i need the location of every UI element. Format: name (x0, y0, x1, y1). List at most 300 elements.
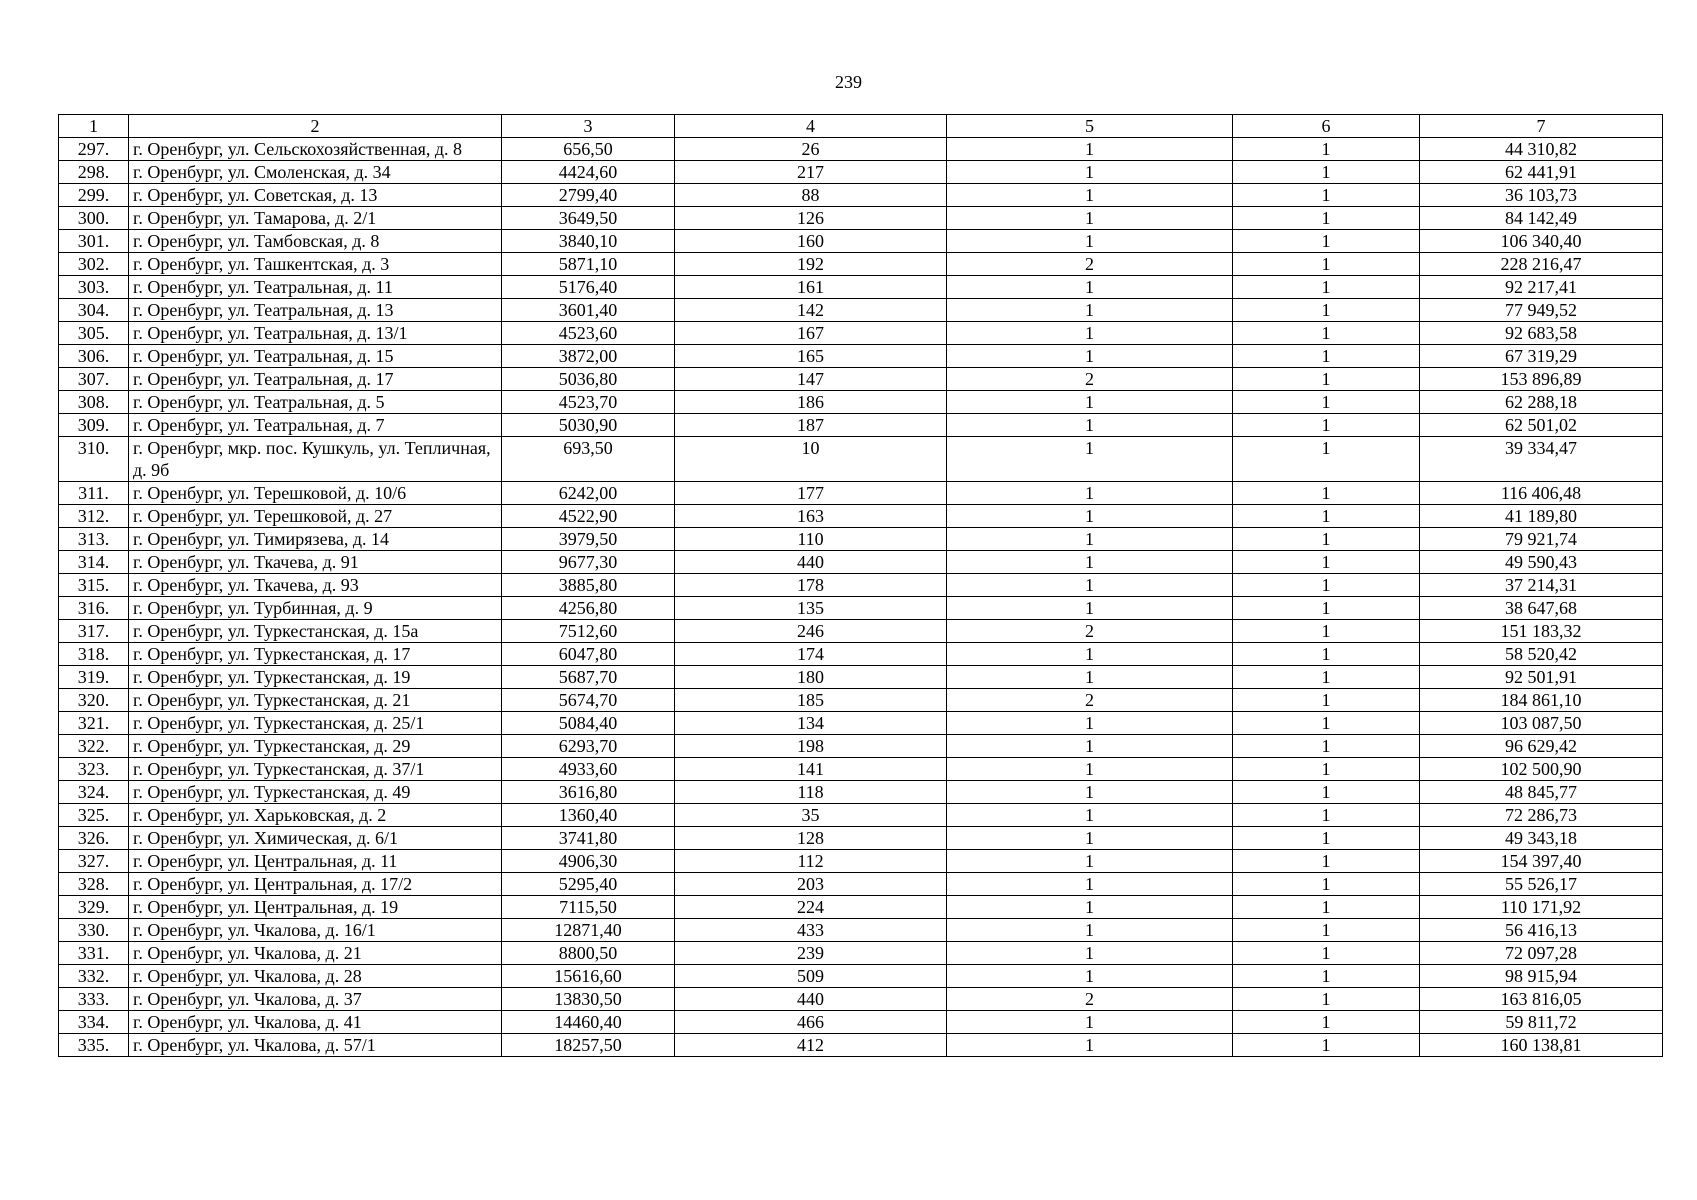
column-6-cell: 1 (1233, 620, 1420, 643)
area-cell: 14460,40 (502, 1011, 675, 1034)
row-number-cell: 307. (59, 368, 129, 391)
column-5-cell: 1 (947, 207, 1233, 230)
amount-cell: 49 590,43 (1420, 551, 1663, 574)
address-cell: г. Оренбург, ул. Сельскохозяйственная, д. 8 (129, 138, 502, 161)
area-cell: 5036,80 (502, 368, 675, 391)
column-5-cell: 2 (947, 253, 1233, 276)
area-cell: 5674,70 (502, 689, 675, 712)
column-header: 2 (129, 115, 502, 138)
count-cell: 440 (675, 988, 947, 1011)
column-5-cell: 1 (947, 482, 1233, 505)
column-6-cell: 1 (1233, 368, 1420, 391)
row-number-cell: 304. (59, 299, 129, 322)
row-number-cell: 301. (59, 230, 129, 253)
area-cell: 4523,60 (502, 322, 675, 345)
row-number-cell: 305. (59, 322, 129, 345)
column-6-cell: 1 (1233, 161, 1420, 184)
column-5-cell: 1 (947, 574, 1233, 597)
address-cell: г. Оренбург, ул. Театральная, д. 17 (129, 368, 502, 391)
column-5-cell: 1 (947, 597, 1233, 620)
count-cell: 412 (675, 1034, 947, 1057)
amount-cell: 96 629,42 (1420, 735, 1663, 758)
column-6-cell: 1 (1233, 230, 1420, 253)
column-5-cell: 2 (947, 689, 1233, 712)
address-cell: г. Оренбург, мкр. пос. Кушкуль, ул. Тепличная, д. 9б (129, 437, 502, 482)
column-5-cell: 1 (947, 735, 1233, 758)
column-6-cell: 1 (1233, 253, 1420, 276)
column-5-cell: 1 (947, 666, 1233, 689)
address-cell: г. Оренбург, ул. Чкалова, д. 37 (129, 988, 502, 1011)
row-number-cell: 331. (59, 942, 129, 965)
area-cell: 3616,80 (502, 781, 675, 804)
area-cell: 5687,70 (502, 666, 675, 689)
area-cell: 7115,50 (502, 896, 675, 919)
row-number-cell: 314. (59, 551, 129, 574)
amount-cell: 62 441,91 (1420, 161, 1663, 184)
table-row (59, 620, 1663, 643)
table-row (59, 1034, 1663, 1057)
column-6-cell: 1 (1233, 138, 1420, 161)
amount-cell: 77 949,52 (1420, 299, 1663, 322)
table-row (59, 643, 1663, 666)
count-cell: 180 (675, 666, 947, 689)
table-row (59, 391, 1663, 414)
column-6-cell: 1 (1233, 276, 1420, 299)
table-row (59, 942, 1663, 965)
column-5-cell: 1 (947, 299, 1233, 322)
column-6-cell: 1 (1233, 184, 1420, 207)
amount-cell: 39 334,47 (1420, 437, 1663, 482)
column-5-cell: 1 (947, 505, 1233, 528)
row-number-cell: 318. (59, 643, 129, 666)
column-6-cell: 1 (1233, 207, 1420, 230)
column-6-cell: 1 (1233, 551, 1420, 574)
amount-cell: 59 811,72 (1420, 1011, 1663, 1034)
column-header: 7 (1420, 115, 1663, 138)
area-cell: 4424,60 (502, 161, 675, 184)
amount-cell: 67 319,29 (1420, 345, 1663, 368)
amount-cell: 41 189,80 (1420, 505, 1663, 528)
column-6-cell: 1 (1233, 299, 1420, 322)
column-6-cell: 1 (1233, 322, 1420, 345)
amount-cell: 92 501,91 (1420, 666, 1663, 689)
area-cell: 3872,00 (502, 345, 675, 368)
amount-cell: 153 896,89 (1420, 368, 1663, 391)
count-cell: 246 (675, 620, 947, 643)
amount-cell: 184 861,10 (1420, 689, 1663, 712)
amount-cell: 84 142,49 (1420, 207, 1663, 230)
column-5-cell: 2 (947, 620, 1233, 643)
count-cell: 466 (675, 1011, 947, 1034)
count-cell: 10 (675, 437, 947, 482)
table-row (59, 804, 1663, 827)
column-5-cell: 1 (947, 758, 1233, 781)
count-cell: 167 (675, 322, 947, 345)
column-6-cell: 1 (1233, 827, 1420, 850)
table-row (59, 551, 1663, 574)
column-6-cell: 1 (1233, 965, 1420, 988)
area-cell: 693,50 (502, 437, 675, 482)
row-number-cell: 328. (59, 873, 129, 896)
table-row (59, 896, 1663, 919)
area-cell: 4523,70 (502, 391, 675, 414)
column-5-cell: 1 (947, 437, 1233, 482)
table-row (59, 207, 1663, 230)
column-5-cell: 1 (947, 896, 1233, 919)
row-number-cell: 326. (59, 827, 129, 850)
column-5-cell: 1 (947, 161, 1233, 184)
row-number-cell: 324. (59, 781, 129, 804)
amount-cell: 92 217,41 (1420, 276, 1663, 299)
table-row (59, 138, 1663, 161)
address-cell: г. Оренбург, ул. Терешковой, д. 10/6 (129, 482, 502, 505)
row-number-cell: 309. (59, 414, 129, 437)
table-row (59, 1011, 1663, 1034)
count-cell: 147 (675, 368, 947, 391)
row-number-cell: 312. (59, 505, 129, 528)
amount-cell: 160 138,81 (1420, 1034, 1663, 1057)
table-row (59, 368, 1663, 391)
address-cell: г. Оренбург, ул. Центральная, д. 11 (129, 850, 502, 873)
address-cell: г. Оренбург, ул. Туркестанская, д. 49 (129, 781, 502, 804)
row-number-cell: 311. (59, 482, 129, 505)
amount-cell: 36 103,73 (1420, 184, 1663, 207)
column-header: 4 (675, 115, 947, 138)
count-cell: 110 (675, 528, 947, 551)
amount-cell: 116 406,48 (1420, 482, 1663, 505)
row-number-cell: 335. (59, 1034, 129, 1057)
amount-cell: 163 816,05 (1420, 988, 1663, 1011)
area-cell: 3601,40 (502, 299, 675, 322)
address-cell: г. Оренбург, ул. Театральная, д. 7 (129, 414, 502, 437)
column-6-cell: 1 (1233, 850, 1420, 873)
table-row (59, 666, 1663, 689)
count-cell: 35 (675, 804, 947, 827)
table-row (59, 345, 1663, 368)
amount-cell: 228 216,47 (1420, 253, 1663, 276)
amount-cell: 58 520,42 (1420, 643, 1663, 666)
table-row (59, 230, 1663, 253)
row-number-cell: 332. (59, 965, 129, 988)
address-cell: г. Оренбург, ул. Чкалова, д. 41 (129, 1011, 502, 1034)
column-6-cell: 1 (1233, 1034, 1420, 1057)
area-cell: 3840,10 (502, 230, 675, 253)
amount-cell: 103 087,50 (1420, 712, 1663, 735)
address-cell: г. Оренбург, ул. Туркестанская, д. 21 (129, 689, 502, 712)
count-cell: 134 (675, 712, 947, 735)
table-row (59, 322, 1663, 345)
area-cell: 5295,40 (502, 873, 675, 896)
count-cell: 187 (675, 414, 947, 437)
amount-cell: 106 340,40 (1420, 230, 1663, 253)
row-number-cell: 333. (59, 988, 129, 1011)
column-6-cell: 1 (1233, 873, 1420, 896)
column-6-cell: 1 (1233, 919, 1420, 942)
count-cell: 198 (675, 735, 947, 758)
address-cell: г. Оренбург, ул. Тамбовская, д. 8 (129, 230, 502, 253)
column-5-cell: 1 (947, 138, 1233, 161)
column-5-cell: 2 (947, 368, 1233, 391)
count-cell: 178 (675, 574, 947, 597)
table-row (59, 781, 1663, 804)
column-5-cell: 1 (947, 873, 1233, 896)
row-number-cell: 330. (59, 919, 129, 942)
row-number-cell: 298. (59, 161, 129, 184)
column-6-cell: 1 (1233, 896, 1420, 919)
table-row (59, 482, 1663, 505)
row-number-cell: 334. (59, 1011, 129, 1034)
column-6-cell: 1 (1233, 988, 1420, 1011)
table-row (59, 437, 1663, 482)
area-cell: 15616,60 (502, 965, 675, 988)
row-number-cell: 315. (59, 574, 129, 597)
column-6-cell: 1 (1233, 689, 1420, 712)
row-number-cell: 310. (59, 437, 129, 482)
address-cell: г. Оренбург, ул. Театральная, д. 15 (129, 345, 502, 368)
address-cell: г. Оренбург, ул. Театральная, д. 5 (129, 391, 502, 414)
column-5-cell: 1 (947, 919, 1233, 942)
address-cell: г. Оренбург, ул. Ткачева, д. 91 (129, 551, 502, 574)
column-6-cell: 1 (1233, 804, 1420, 827)
table-row (59, 689, 1663, 712)
column-5-cell: 1 (947, 276, 1233, 299)
row-number-cell: 325. (59, 804, 129, 827)
table-row (59, 253, 1663, 276)
amount-cell: 37 214,31 (1420, 574, 1663, 597)
count-cell: 163 (675, 505, 947, 528)
column-6-cell: 1 (1233, 391, 1420, 414)
amount-cell: 44 310,82 (1420, 138, 1663, 161)
registry-table (58, 114, 1663, 1057)
count-cell: 142 (675, 299, 947, 322)
address-cell: г. Оренбург, ул. Ткачева, д. 93 (129, 574, 502, 597)
area-cell: 2799,40 (502, 184, 675, 207)
row-number-cell: 319. (59, 666, 129, 689)
area-cell: 5176,40 (502, 276, 675, 299)
column-5-cell: 1 (947, 414, 1233, 437)
column-header: 1 (59, 115, 129, 138)
area-cell: 13830,50 (502, 988, 675, 1011)
row-number-cell: 317. (59, 620, 129, 643)
amount-cell: 79 921,74 (1420, 528, 1663, 551)
count-cell: 217 (675, 161, 947, 184)
address-cell: г. Оренбург, ул. Туркестанская, д. 29 (129, 735, 502, 758)
count-cell: 160 (675, 230, 947, 253)
page-number: 239 (835, 72, 862, 92)
area-cell: 656,50 (502, 138, 675, 161)
amount-cell: 62 501,02 (1420, 414, 1663, 437)
address-cell: г. Оренбург, ул. Харьковская, д. 2 (129, 804, 502, 827)
column-5-cell: 1 (947, 391, 1233, 414)
area-cell: 4933,60 (502, 758, 675, 781)
area-cell: 4906,30 (502, 850, 675, 873)
address-cell: г. Оренбург, ул. Терешковой, д. 27 (129, 505, 502, 528)
column-6-cell: 1 (1233, 437, 1420, 482)
column-6-cell: 1 (1233, 1011, 1420, 1034)
count-cell: 118 (675, 781, 947, 804)
amount-cell: 98 915,94 (1420, 965, 1663, 988)
column-5-cell: 1 (947, 942, 1233, 965)
count-cell: 88 (675, 184, 947, 207)
row-number-cell: 322. (59, 735, 129, 758)
area-cell: 6047,80 (502, 643, 675, 666)
count-cell: 186 (675, 391, 947, 414)
column-6-cell: 1 (1233, 482, 1420, 505)
column-5-cell: 1 (947, 827, 1233, 850)
area-cell: 3649,50 (502, 207, 675, 230)
column-6-cell: 1 (1233, 345, 1420, 368)
column-5-cell: 2 (947, 988, 1233, 1011)
count-cell: 177 (675, 482, 947, 505)
table-row (59, 528, 1663, 551)
count-cell: 135 (675, 597, 947, 620)
column-5-cell: 1 (947, 804, 1233, 827)
address-cell: г. Оренбург, ул. Туркестанская, д. 19 (129, 666, 502, 689)
area-cell: 5030,90 (502, 414, 675, 437)
area-cell: 6242,00 (502, 482, 675, 505)
column-5-cell: 1 (947, 850, 1233, 873)
column-6-cell: 1 (1233, 758, 1420, 781)
table-row (59, 919, 1663, 942)
column-5-cell: 1 (947, 551, 1233, 574)
table-row (59, 988, 1663, 1011)
amount-cell: 102 500,90 (1420, 758, 1663, 781)
row-number-cell: 303. (59, 276, 129, 299)
count-cell: 161 (675, 276, 947, 299)
amount-cell: 55 526,17 (1420, 873, 1663, 896)
column-5-cell: 1 (947, 643, 1233, 666)
address-cell: г. Оренбург, ул. Чкалова, д. 16/1 (129, 919, 502, 942)
column-6-cell: 1 (1233, 505, 1420, 528)
area-cell: 3979,50 (502, 528, 675, 551)
amount-cell: 154 397,40 (1420, 850, 1663, 873)
row-number-cell: 316. (59, 597, 129, 620)
amount-cell: 49 343,18 (1420, 827, 1663, 850)
address-cell: г. Оренбург, ул. Чкалова, д. 28 (129, 965, 502, 988)
row-number-cell: 320. (59, 689, 129, 712)
row-number-cell: 297. (59, 138, 129, 161)
row-number-cell: 302. (59, 253, 129, 276)
table-row (59, 184, 1663, 207)
column-6-cell: 1 (1233, 597, 1420, 620)
amount-cell: 151 183,32 (1420, 620, 1663, 643)
area-cell: 5084,40 (502, 712, 675, 735)
count-cell: 112 (675, 850, 947, 873)
table-row (59, 873, 1663, 896)
row-number-cell: 323. (59, 758, 129, 781)
column-6-cell: 1 (1233, 414, 1420, 437)
column-6-cell: 1 (1233, 781, 1420, 804)
column-5-cell: 1 (947, 781, 1233, 804)
amount-cell: 72 097,28 (1420, 942, 1663, 965)
area-cell: 3741,80 (502, 827, 675, 850)
header-row (59, 115, 1663, 138)
column-5-cell: 1 (947, 345, 1233, 368)
area-cell: 12871,40 (502, 919, 675, 942)
column-6-cell: 1 (1233, 666, 1420, 689)
area-cell: 8800,50 (502, 942, 675, 965)
table-row (59, 597, 1663, 620)
row-number-cell: 308. (59, 391, 129, 414)
row-number-cell: 321. (59, 712, 129, 735)
column-5-cell: 1 (947, 712, 1233, 735)
address-cell: г. Оренбург, ул. Смоленская, д. 34 (129, 161, 502, 184)
column-6-cell: 1 (1233, 574, 1420, 597)
column-header: 5 (947, 115, 1233, 138)
row-number-cell: 313. (59, 528, 129, 551)
address-cell: г. Оренбург, ул. Советская, д. 13 (129, 184, 502, 207)
area-cell: 5871,10 (502, 253, 675, 276)
column-header: 6 (1233, 115, 1420, 138)
address-cell: г. Оренбург, ул. Центральная, д. 17/2 (129, 873, 502, 896)
count-cell: 165 (675, 345, 947, 368)
area-cell: 4522,90 (502, 505, 675, 528)
count-cell: 192 (675, 253, 947, 276)
column-6-cell: 1 (1233, 712, 1420, 735)
table-row (59, 299, 1663, 322)
column-header: 3 (502, 115, 675, 138)
row-number-cell: 327. (59, 850, 129, 873)
column-6-cell: 1 (1233, 735, 1420, 758)
table-row (59, 574, 1663, 597)
area-cell: 9677,30 (502, 551, 675, 574)
table-row (59, 850, 1663, 873)
table-row (59, 827, 1663, 850)
address-cell: г. Оренбург, ул. Тамарова, д. 2/1 (129, 207, 502, 230)
count-cell: 126 (675, 207, 947, 230)
table-row (59, 161, 1663, 184)
count-cell: 239 (675, 942, 947, 965)
amount-cell: 38 647,68 (1420, 597, 1663, 620)
area-cell: 6293,70 (502, 735, 675, 758)
address-cell: г. Оренбург, ул. Туркестанская, д. 25/1 (129, 712, 502, 735)
table-row (59, 505, 1663, 528)
address-cell: г. Оренбург, ул. Чкалова, д. 21 (129, 942, 502, 965)
column-5-cell: 1 (947, 184, 1233, 207)
address-cell: г. Оренбург, ул. Театральная, д. 13/1 (129, 322, 502, 345)
column-5-cell: 1 (947, 230, 1233, 253)
area-cell: 18257,50 (502, 1034, 675, 1057)
area-cell: 1360,40 (502, 804, 675, 827)
count-cell: 203 (675, 873, 947, 896)
count-cell: 224 (675, 896, 947, 919)
column-6-cell: 1 (1233, 643, 1420, 666)
table-row (59, 735, 1663, 758)
column-6-cell: 1 (1233, 942, 1420, 965)
address-cell: г. Оренбург, ул. Туркестанская, д. 15а (129, 620, 502, 643)
count-cell: 433 (675, 919, 947, 942)
row-number-cell: 299. (59, 184, 129, 207)
amount-cell: 110 171,92 (1420, 896, 1663, 919)
column-6-cell: 1 (1233, 528, 1420, 551)
amount-cell: 62 288,18 (1420, 391, 1663, 414)
table-row (59, 965, 1663, 988)
row-number-cell: 300. (59, 207, 129, 230)
count-cell: 141 (675, 758, 947, 781)
count-cell: 185 (675, 689, 947, 712)
row-number-cell: 306. (59, 345, 129, 368)
area-cell: 3885,80 (502, 574, 675, 597)
address-cell: г. Оренбург, ул. Туркестанская, д. 17 (129, 643, 502, 666)
address-cell: г. Оренбург, ул. Тимирязева, д. 14 (129, 528, 502, 551)
column-5-cell: 1 (947, 1011, 1233, 1034)
count-cell: 440 (675, 551, 947, 574)
count-cell: 26 (675, 138, 947, 161)
column-5-cell: 1 (947, 1034, 1233, 1057)
address-cell: г. Оренбург, ул. Центральная, д. 19 (129, 896, 502, 919)
address-cell: г. Оренбург, ул. Туркестанская, д. 37/1 (129, 758, 502, 781)
table-row (59, 414, 1663, 437)
